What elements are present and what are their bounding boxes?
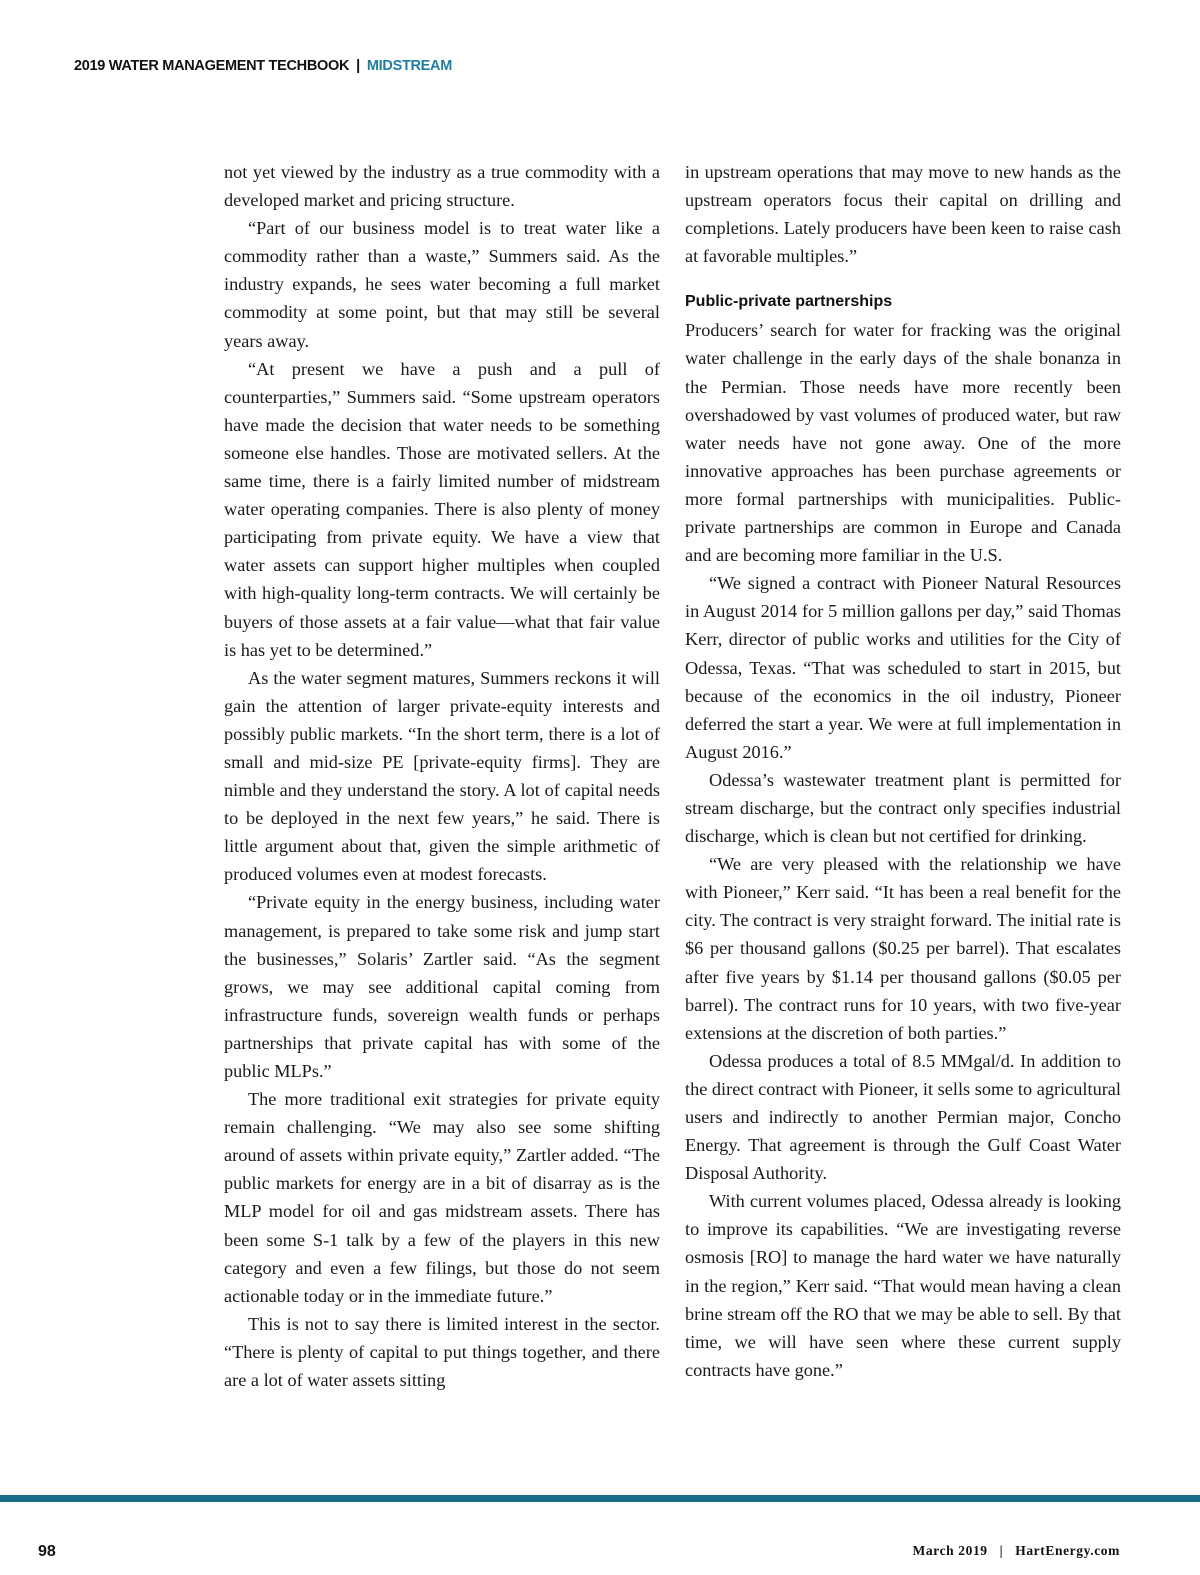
paragraph: “Part of our business model is to treat water like a commodity rather than a waste,” Summers said. As the industry expands, he sees water becoming a full market commodity at some point, but that may still be several years away. [224,218,660,351]
paragraph: The more traditional exit strategies for private equity remain challenging. “We may also see some shifting around of assets within private equity,” Zartler added. “The public markets for energy are in a bit of disarray as is the MLP model for oil and gas midstream assets. There has been some S-1 talk by a few of the players in this new category and even a few filings, but those do not seem actionable today or in the immediate future.” [224,1089,660,1306]
subheading: Public-private partnerships [685,293,893,311]
paragraph: not yet viewed by the industry as a true commodity with a developed market and pricing structure. [224,162,660,211]
footer-rule [0,1495,1200,1502]
issue-date: March 2019 [912,1543,988,1558]
paragraph: “Private equity in the energy business, including water management, is prepared to take some risk and jump start the businesses,” Solaris’ Zartler said. “As the segment grows, we may see additional capital coming from infrastructure funds, sovereign wealth funds or perhaps partnerships that private capital has with some of the public MLPs.” [224,892,660,1081]
website: HartEnergy.com [1015,1543,1120,1558]
page-number: 98 [38,1543,56,1560]
paragraph: With current volumes placed, Odessa already is looking to improve its capabilities. “We are investigating reverse osmosis [RO] to manage the hard water we have naturally in the region,” Kerr said. “That would mean having a clean brine stream off the RO that we may be able to sell. By that time, we will have seen where these current supply contracts have gone.” [685,1191,1121,1380]
footer-info [913,1543,1120,1559]
paragraph: “At present we have a push and a pull of counterparties,” Summers said. “Some upstream operators have made the decision that water needs to be something someone else handles. Those are motivated sellers. At the same time, there is a fairly limited number of midstream water operating companies. There is also plenty of money participating from private equity. We have a view that water assets can support higher multiples when coupled with high-quality long-term contracts. We will certainly be buyers of those assets at a fair value—what that fair value is has yet to be determined.” [224,358,660,660]
section-label: MIDSTREAM [366,58,452,74]
right-column [685,158,1121,1384]
paragraph: “We are very pleased with the relationship we have with Pioneer,” Kerr said. “It has been a real benefit for the city. The contract is very straight forward. The initial rate is $6 per thousand gallons ($0.25 per barrel). That escalates after five years by $1.14 per thousand gallons ($0.05 per barrel). The contract runs for 10 years, with two five-year extensions at the discretion of both parties.” [685,854,1121,1043]
paragraph: This is not to say there is limited interest in the sector. “There is plenty of capital to put things together, and there are a lot of water assets sitting [224,1313,660,1391]
paragraph: “We signed a contract with Pioneer Natural Resources in August 2014 for 5 million gallons per day,” said Thomas Kerr, director of public works and utilities for the City of Odessa, Texas. “That was scheduled to start in 2015, but because of the economics in the oil industry, Pioneer deferred the start a year. We were at full implementation in August 2016.” [685,573,1121,762]
paragraph: Odessa produces a total of 8.5 MMgal/d. In addition to the direct contract with Pioneer, it sells some to agricultural users and indirectly to another Permian major, Concho Energy. That agreement is through the Gulf Coast Water Disposal Authority. [685,1050,1121,1184]
left-column [224,158,660,1394]
publication-title: 2019 WATER MANAGEMENT TECHBOOK [74,58,350,74]
header-separator: | [356,58,360,74]
paragraph: in upstream operations that may move to new hands as the upstream operators focus their capital on drilling and completions. Lately producers have been keen to raise cash at favorable multiples.” [685,162,1121,267]
footer-separator: | [999,1543,1004,1558]
paragraph: As the water segment matures, Summers reckons it will gain the attention of larger private-equity interests and possibly public markets. “In the short term, there is a lot of small and mid-size PE [private-equity firms]. They are nimble and they understand the story. A lot of capital needs to be deployed in the next few years,” he said. There is little argument about that, given the simple arithmetic of produced volumes even at modest forecasts. [224,667,660,885]
paragraph: Producers’ search for water for fracking was the original water challenge in the early days of the shale bonanza in the Permian. Those needs have more recently been overshadowed by vast volumes of produced water, but raw water needs have not gone away. One of the more innovative approaches has been purchase agreements or more formal partnerships with municipalities. Public-private partnerships are common in Europe and Canada and are becoming more familiar in the U.S. [685,320,1121,566]
running-header [74,58,452,74]
paragraph: Odessa’s wastewater treatment plant is permitted for stream discharge, but the contract only specifies industrial discharge, which is clean but not certified for drinking. [685,769,1121,847]
